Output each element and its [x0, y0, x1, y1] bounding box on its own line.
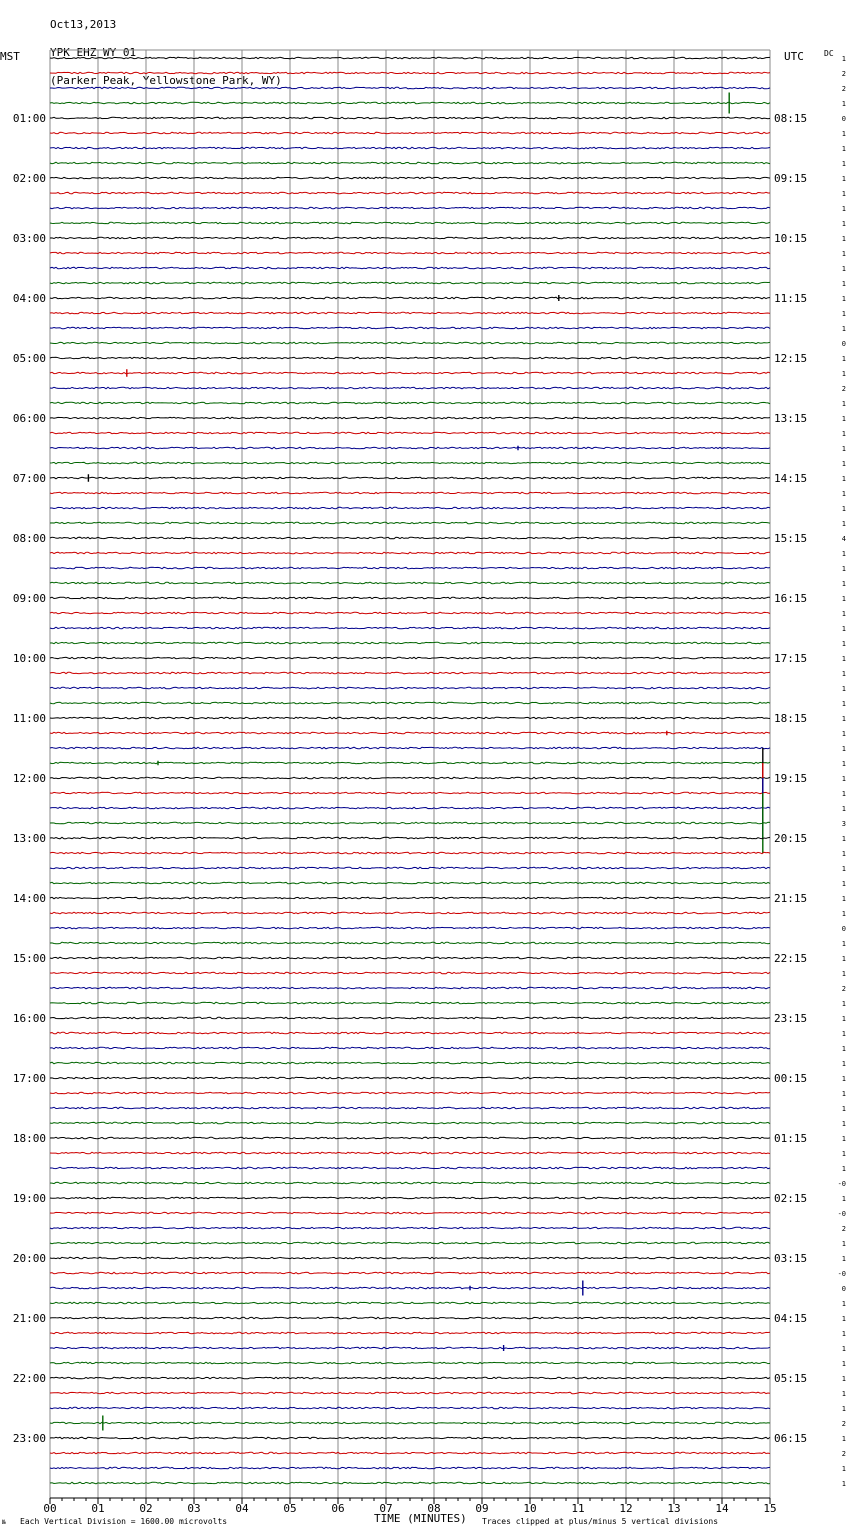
mst-hour-label: 06:00 [12, 412, 46, 425]
seismic-trace [50, 717, 770, 719]
dc-offset-label: 1 [841, 265, 846, 273]
utc-hour-label: 08:15 [774, 112, 808, 125]
mst-hour-label: 03:00 [12, 232, 46, 245]
seismic-trace [50, 1077, 770, 1079]
seismic-trace [50, 327, 770, 329]
x-tick-label: 12 [619, 1502, 633, 1515]
dc-offset-label: 1 [841, 1330, 846, 1338]
dc-offset-label: 1 [841, 790, 846, 798]
seismic-trace [50, 162, 770, 164]
seismic-trace [50, 1362, 770, 1364]
seismic-trace [50, 57, 770, 59]
seismic-trace [50, 402, 770, 404]
seismic-trace [50, 597, 770, 599]
seismic-trace [50, 462, 770, 464]
seismic-trace [50, 972, 770, 974]
dc-offset-label: 2 [841, 385, 846, 393]
station-location: (Parker Peak, Yellowstone Park, WY) [50, 74, 282, 87]
seismic-trace [50, 492, 770, 494]
seismic-trace [50, 747, 770, 749]
dc-offset-label: 1 [841, 490, 846, 498]
seismic-trace [50, 267, 770, 269]
seismic-trace [50, 1272, 770, 1274]
seismic-trace [50, 387, 770, 389]
mst-hour-label: 12:00 [12, 772, 46, 785]
mst-hour-label: 19:00 [12, 1192, 46, 1205]
dc-offset-label: 1 [841, 205, 846, 213]
dc-offset-label: 1 [841, 730, 846, 738]
utc-hour-label: 18:15 [774, 712, 808, 725]
dc-offset-label: 1 [841, 760, 846, 768]
dc-offset-label: 1 [841, 1360, 846, 1368]
seismic-trace [50, 1182, 770, 1184]
dc-offset-label: 1 [841, 55, 846, 63]
dc-offset-label: -0 [837, 1210, 846, 1218]
dc-offset-label: 1 [841, 190, 846, 198]
x-tick-label: 04 [235, 1502, 249, 1515]
x-tick-label: 09 [475, 1502, 489, 1515]
mst-hour-label: 18:00 [12, 1132, 46, 1145]
x-tick-label: 03 [187, 1502, 201, 1515]
utc-hour-label: 01:15 [774, 1132, 808, 1145]
dc-offset-label: 1 [841, 1405, 846, 1413]
mst-hour-label: 11:00 [12, 712, 46, 725]
dc-offset-label: 1 [841, 145, 846, 153]
dc-offset-label: 1 [841, 685, 846, 693]
dc-offset-label: 1 [841, 1390, 846, 1398]
seismic-trace [50, 582, 770, 584]
dc-offset-label: 1 [841, 1015, 846, 1023]
seismic-trace [50, 852, 770, 854]
mst-hour-label: 07:00 [12, 472, 46, 485]
seismic-trace [50, 1452, 770, 1454]
seismic-trace [50, 207, 770, 209]
utc-hour-label: 12:15 [774, 352, 808, 365]
mst-hour-label: 22:00 [12, 1372, 46, 1385]
dc-offset-label: -0 [837, 1270, 846, 1278]
seismic-trace [50, 822, 770, 824]
seismic-trace [50, 567, 770, 569]
dc-offset-label: 1 [841, 1075, 846, 1083]
seismic-trace [50, 657, 770, 659]
dc-offset-label: 1 [841, 670, 846, 678]
dc-offset-label: 0 [841, 340, 846, 348]
seismic-trace [50, 1002, 770, 1004]
mst-hour-label: 16:00 [12, 1012, 46, 1025]
seismic-trace [50, 957, 770, 959]
dc-offset-label: 1 [841, 1480, 846, 1488]
utc-hour-label: 09:15 [774, 172, 808, 185]
seismic-trace [50, 507, 770, 509]
clip-note: Traces clipped at plus/minus 5 vertical divisions [482, 1517, 719, 1526]
x-tick-label: 00 [43, 1502, 57, 1515]
x-tick-label: 14 [715, 1502, 729, 1515]
x-axis-label: TIME (MINUTES) [374, 1512, 467, 1525]
dc-offset-label: 1 [841, 700, 846, 708]
seismic-trace [50, 357, 770, 359]
dc-offset-label: 2 [841, 1450, 846, 1458]
utc-hour-label: 19:15 [774, 772, 808, 785]
x-tick-label: 01 [91, 1502, 105, 1515]
dc-offset-label: 1 [841, 625, 846, 633]
dc-offset-label: 1 [841, 805, 846, 813]
dc-offset-label: 1 [841, 850, 846, 858]
dc-offset-label: 2 [841, 70, 846, 78]
dc-offset-label: 1 [841, 1105, 846, 1113]
dc-offset-label: 1 [841, 235, 846, 243]
dc-offset-label: 1 [841, 775, 846, 783]
dc-offset-label: 1 [841, 1345, 846, 1353]
trace-group [50, 57, 770, 1484]
mst-hour-label: 05:00 [12, 352, 46, 365]
seismic-trace [50, 1107, 770, 1109]
seismic-trace [50, 1047, 770, 1049]
utc-hour-label: 23:15 [774, 1012, 808, 1025]
utc-hour-label: 05:15 [774, 1372, 808, 1385]
utc-hour-label: 14:15 [774, 472, 808, 485]
utc-hour-label: 00:15 [774, 1072, 808, 1085]
seismic-trace [50, 1467, 770, 1469]
seismic-trace [50, 1287, 770, 1289]
corner-mark: № [2, 1519, 6, 1526]
seismic-trace [50, 117, 770, 119]
dc-offset-label: 4 [841, 535, 846, 543]
seismic-trace [50, 477, 770, 479]
dc-offset-label: 1 [841, 430, 846, 438]
mst-label: MST [0, 50, 20, 63]
dc-offset-label: 1 [841, 895, 846, 903]
seismic-trace [50, 732, 770, 734]
dc-offset-label: 1 [841, 910, 846, 918]
mst-hour-label: 21:00 [12, 1312, 46, 1325]
dc-offset-label: 3 [841, 820, 846, 828]
seismic-trace [50, 1422, 770, 1424]
utc-hour-label: 11:15 [774, 292, 808, 305]
seismic-trace [50, 312, 770, 314]
seismic-trace [50, 1092, 770, 1094]
utc-hour-label: 13:15 [774, 412, 808, 425]
seismic-trace [50, 522, 770, 524]
record-date: Oct13,2013 [50, 18, 117, 31]
dc-offset-label: 1 [841, 220, 846, 228]
seismic-trace [50, 432, 770, 434]
seismic-trace [50, 1197, 770, 1199]
mst-hour-label: 09:00 [12, 592, 46, 605]
scale-note: Each Vertical Division = 1600.00 microvolts [20, 1517, 228, 1526]
seismic-trace [50, 192, 770, 194]
seismic-trace [50, 417, 770, 419]
dc-offset-label: 1 [841, 1255, 846, 1263]
dc-offset-label: 1 [841, 1315, 846, 1323]
seismic-trace [50, 342, 770, 344]
dc-offset-label: 1 [841, 1465, 846, 1473]
utc-label: UTC [784, 50, 804, 63]
seismic-trace [50, 282, 770, 284]
dc-offset-label: 1 [841, 880, 846, 888]
seismic-trace [50, 297, 770, 299]
dc-offset-label: 1 [841, 1090, 846, 1098]
seismic-trace [50, 552, 770, 554]
dc-offset-label: 1 [841, 595, 846, 603]
seismic-trace [50, 72, 770, 74]
dc-offset-label: 1 [841, 1375, 846, 1383]
dc-offset-label: 0 [841, 1285, 846, 1293]
utc-hour-label: 10:15 [774, 232, 808, 245]
seismic-trace [50, 447, 770, 449]
dc-offset-label: 2 [841, 85, 846, 93]
seismic-trace [50, 837, 770, 839]
seismic-trace [50, 1242, 770, 1244]
dc-offset-label: 1 [841, 310, 846, 318]
dc-offset-label: 1 [841, 445, 846, 453]
utc-hour-label: 16:15 [774, 592, 808, 605]
dc-offset-label: 1 [841, 565, 846, 573]
dc-offset-label: 1 [841, 280, 846, 288]
dc-offset-label: 1 [841, 1060, 846, 1068]
x-tick-label: 15 [763, 1502, 777, 1515]
dc-offset-label: 1 [841, 1165, 846, 1173]
seismic-trace [50, 102, 770, 104]
seismic-trace [50, 867, 770, 869]
seismic-trace [50, 1137, 770, 1139]
seismic-trace [50, 612, 770, 614]
seismic-trace [50, 372, 770, 374]
dc-offset-label: 1 [841, 1045, 846, 1053]
dc-offset-label: 1 [841, 355, 846, 363]
seismic-trace [50, 897, 770, 899]
x-tick-label: 07 [379, 1502, 393, 1515]
utc-hour-label: 22:15 [774, 952, 808, 965]
seismic-trace [50, 1302, 770, 1304]
utc-hour-label: 20:15 [774, 832, 808, 845]
dc-offset-label: 1 [841, 1435, 846, 1443]
mst-hour-label: 13:00 [12, 832, 46, 845]
x-tick-label: 10 [523, 1502, 537, 1515]
dc-offset-label: 1 [841, 400, 846, 408]
seismic-trace [50, 1377, 770, 1379]
seismic-trace [50, 672, 770, 674]
dc-offset-label: 1 [841, 160, 846, 168]
dc-offset-label: 1 [841, 475, 846, 483]
seismic-trace [50, 1212, 770, 1214]
dc-offset-label: 1 [841, 1000, 846, 1008]
seismic-trace [50, 927, 770, 929]
dc-offset-label: 1 [841, 460, 846, 468]
dc-offset-label: 1 [841, 1030, 846, 1038]
x-tick-label: 11 [571, 1502, 585, 1515]
seismic-trace [50, 1227, 770, 1229]
x-tick-label: 05 [283, 1502, 297, 1515]
seismic-trace [50, 1062, 770, 1064]
seismic-trace [50, 1332, 770, 1334]
seismic-trace [50, 687, 770, 689]
dc-offset-label: 1 [841, 295, 846, 303]
seismic-trace [50, 777, 770, 779]
dc-offset-label: 1 [841, 250, 846, 258]
dc-offset-label: 2 [841, 1225, 846, 1233]
mst-hour-label: 02:00 [12, 172, 46, 185]
dc-offset-label: 1 [841, 745, 846, 753]
mst-hour-label: 15:00 [12, 952, 46, 965]
dc-offset-label: 1 [841, 505, 846, 513]
seismic-trace [50, 1152, 770, 1154]
dc-offset-label: -0 [837, 1180, 846, 1188]
seismic-trace [50, 222, 770, 224]
dc-offset-label: 1 [841, 130, 846, 138]
seismic-trace [50, 177, 770, 179]
seismic-trace [50, 1167, 770, 1169]
seismic-trace [50, 1032, 770, 1034]
dc-offset-label: 1 [841, 520, 846, 528]
dc-offset-label: 1 [841, 955, 846, 963]
seismic-trace [50, 1257, 770, 1259]
utc-hour-label: 03:15 [774, 1252, 808, 1265]
seismic-trace [50, 132, 770, 134]
utc-hour-label: 02:15 [774, 1192, 808, 1205]
dc-offset-label: 0 [841, 115, 846, 123]
seismic-trace [50, 792, 770, 794]
utc-hour-label: 04:15 [774, 1312, 808, 1325]
x-tick-label: 08 [427, 1502, 441, 1515]
seismic-trace [50, 1392, 770, 1394]
dc-offset-label: 1 [841, 1135, 846, 1143]
seismic-trace [50, 1407, 770, 1409]
seismic-trace [50, 1122, 770, 1124]
seismic-trace [50, 912, 770, 914]
dc-offset-label: 1 [841, 715, 846, 723]
mst-hour-label: 01:00 [12, 112, 46, 125]
seismic-trace [50, 987, 770, 989]
dc-offset-label: 1 [841, 175, 846, 183]
seismic-trace [50, 87, 770, 89]
mst-hour-label: 20:00 [12, 1252, 46, 1265]
dc-offset-label: 1 [841, 655, 846, 663]
mst-hour-label: 14:00 [12, 892, 46, 905]
dc-offset-label: 1 [841, 1240, 846, 1248]
seismic-trace [50, 252, 770, 254]
utc-hour-label: 15:15 [774, 532, 808, 545]
dc-offset-label: 1 [841, 1120, 846, 1128]
mst-hour-label: 23:00 [12, 1432, 46, 1445]
seismic-trace [50, 627, 770, 629]
dc-offset-label: 1 [841, 610, 846, 618]
dc-offset-label: 1 [841, 415, 846, 423]
dc-offset-label: 1 [841, 1300, 846, 1308]
dc-offset-label: 1 [841, 835, 846, 843]
seismic-trace [50, 1437, 770, 1439]
dc-offset-label: 1 [841, 325, 846, 333]
x-tick-label: 13 [667, 1502, 681, 1515]
mst-hour-label: 08:00 [12, 532, 46, 545]
seismic-trace [50, 807, 770, 809]
seismic-trace [50, 702, 770, 704]
seismic-trace [50, 237, 770, 239]
seismic-trace [50, 882, 770, 884]
dc-offset-label: 2 [841, 985, 846, 993]
dc-offset-label: 1 [841, 1150, 846, 1158]
mst-hour-label: 04:00 [12, 292, 46, 305]
utc-hour-label: 06:15 [774, 1432, 808, 1445]
utc-hour-label: 21:15 [774, 892, 808, 905]
dc-offset-label: 1 [841, 580, 846, 588]
seismic-trace [50, 1482, 770, 1484]
dc-offset-label: 1 [841, 370, 846, 378]
seismic-trace [50, 537, 770, 539]
x-tick-label: 06 [331, 1502, 345, 1515]
seismic-trace [50, 942, 770, 944]
mst-hour-label: 10:00 [12, 652, 46, 665]
dc-offset-label: 1 [841, 550, 846, 558]
dc-offset-label: 1 [841, 100, 846, 108]
seismic-trace [50, 1347, 770, 1349]
seismic-trace [50, 642, 770, 644]
dc-offset-label: 1 [841, 970, 846, 978]
seismic-trace [50, 147, 770, 149]
station-code: YPK EHZ WY 01 [50, 46, 137, 59]
dc-offset-label: 1 [841, 865, 846, 873]
dc-offset-label: 2 [841, 1420, 846, 1428]
x-tick-label: 02 [139, 1502, 153, 1515]
label-group [13, 55, 846, 1515]
dc-offset-label: 1 [841, 1195, 846, 1203]
seismic-trace [50, 1017, 770, 1019]
seismic-trace [50, 1317, 770, 1319]
dc-offset-label: 1 [841, 940, 846, 948]
utc-hour-label: 17:15 [774, 652, 808, 665]
mst-hour-label: 17:00 [12, 1072, 46, 1085]
dc-offset-label: 0 [841, 925, 846, 933]
dc-offset-label: 1 [841, 640, 846, 648]
dc-label: DC [824, 49, 834, 58]
